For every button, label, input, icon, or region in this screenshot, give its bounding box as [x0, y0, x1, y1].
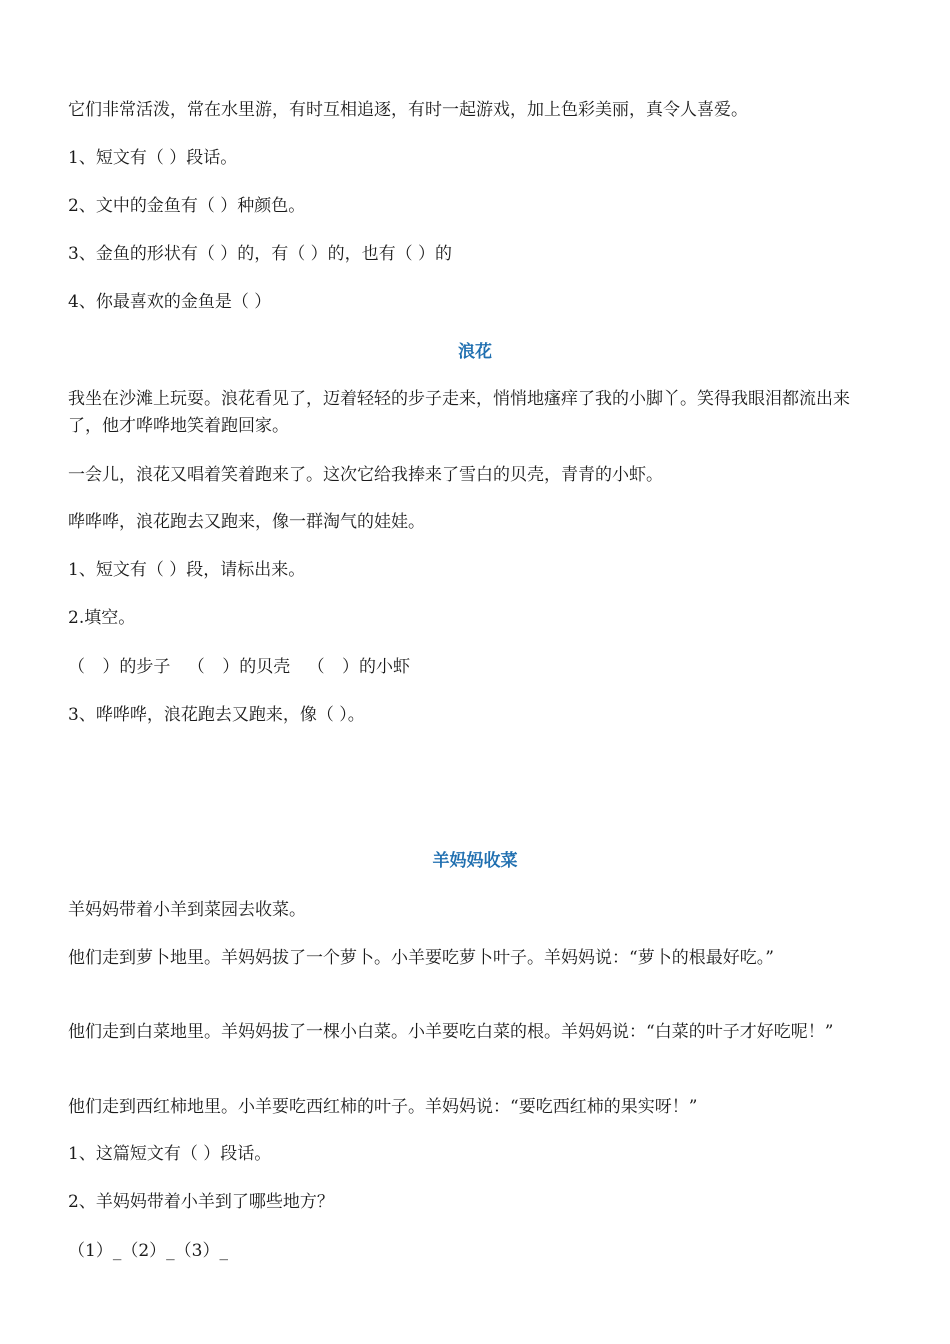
question-2: 2、文中的金鱼有（ ）种颜色。: [68, 196, 306, 216]
passage-paragraph: 他们走到西红柿地里。小羊要吃西红柿的叶子。羊妈妈说：“要吃西红柿的果实呀！”: [68, 1097, 698, 1117]
question-1: 1、短文有（ ）段，请标出来。: [68, 560, 306, 580]
passage-paragraph: 我坐在沙滩上玩耍。浪花看见了，迈着轻轻的步子走来，悄悄地瘙痒了我的小脚丫。笑得我眼泪都流出来了，他才哗哗地笑着跑回家。: [68, 389, 850, 436]
question-2: 2.填空。: [68, 608, 136, 628]
question-1: 1、短文有（ ）段话。: [68, 148, 238, 168]
passage-paragraph: 一会儿，浪花又唱着笑着跑来了。这次它给我捧来了雪白的贝壳，青青的小虾。: [68, 465, 663, 485]
fill-blank-line: （ ）的步子 （ ）的贝壳 （ ）的小虾: [68, 657, 411, 677]
passage-line: 它们非常活泼，常在水里游，有时互相追逐，有时一起游戏，加上色彩美丽，真令人喜爱。: [68, 100, 748, 120]
section-title: 羊妈妈收菜: [432, 851, 518, 871]
passage-paragraph: 羊妈妈带着小羊到菜园去收菜。: [68, 900, 306, 920]
passage-paragraph: 他们走到白菜地里。羊妈妈拔了一棵小白菜。小羊要吃白菜的根。羊妈妈说：“白菜的叶子才好吃呢！”: [68, 1022, 834, 1042]
answer-blanks: （1）_（2）_（3）_: [68, 1241, 228, 1261]
question-3: 3、哗哗哗，浪花跑去又跑来，像（ ）。: [68, 705, 365, 725]
passage-paragraph: 他们走到萝卜地里。羊妈妈拔了一个萝卜。小羊要吃萝卜叶子。羊妈妈说：“萝卜的根最好吃。”: [68, 948, 774, 968]
passage-paragraph: 哗哗哗，浪花跑去又跑来，像一群淘气的娃娃。: [68, 512, 425, 532]
question-3: 3、金鱼的形状有（ ）的，有（ ）的，也有（ ）的: [68, 244, 453, 264]
section-title: 浪花: [458, 342, 492, 362]
question-2: 2、羊妈妈带着小羊到了哪些地方？: [68, 1192, 334, 1212]
question-4: 4、你最喜欢的金鱼是（ ）: [68, 292, 272, 312]
question-1: 1、这篇短文有（ ）段话。: [68, 1144, 272, 1164]
